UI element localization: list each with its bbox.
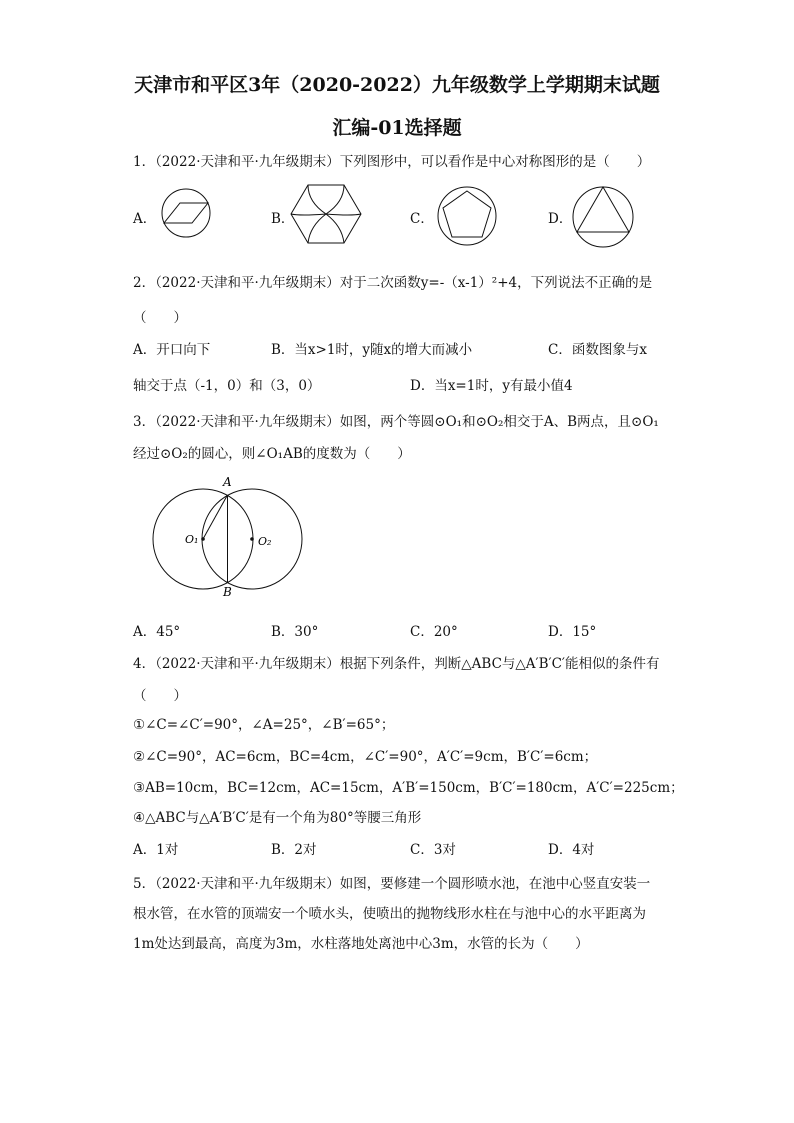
q3-option-a: A．45° [133,624,181,640]
q1-option-c: C． [410,211,434,227]
q2-option-a: A．开口向下 [133,342,211,358]
q5-line1: 5．（2022·天津和平·九年级期末）如图，要修建一个圆形喷水池，在池中心竖直安装一 [133,876,651,892]
q3-option-b: B．30° [271,624,319,640]
q2-option-b: B．当x>1时，y随x的增大而减小 [271,342,473,358]
q4-option-c: C．3对 [410,842,456,858]
q2-paren: （ ） [133,310,187,326]
q4-condition-3: ③AB=10cm，BC=12cm，AC=15cm，A′B′=150cm，B′C′=180cm，A′C′=225cm； [133,780,684,796]
q1-stem: 1．（2022·天津和平·九年级期末）下列图形中，可以看作是中心对称图形的是（ ） [133,154,651,170]
q4-paren: （ ） [133,688,187,704]
q4-condition-2: ②∠C=90°，AC=6cm，BC=4cm，∠C′=90°，A′C′=9cm，B′C′=6cm； [133,749,598,765]
q2-stem: 2．（2022·天津和平·九年级期末）对于二次函数y=-（x-1）²+4，下列说法不正确的是 [133,275,653,291]
q1-option-d: D． [548,211,573,227]
q4-option-a: A．1对 [133,842,179,858]
q3-option-c: C．20° [410,624,458,640]
q3-stem-line2: 经过⊙O₂的圆心，则∠O₁AB的度数为（ ） [133,446,411,462]
page-subtitle: 汇编-01选择题 [332,117,462,139]
q2-option-c-continued: 轴交于点（-1，0）和（3，0） [133,378,321,394]
q3-label-o2: O₂ [258,535,272,548]
q2-option-c: C．函数图象与x [548,342,647,358]
q2-option-d: D．当x=1时，y有最小值4 [410,378,573,394]
q4-option-d: D．4对 [548,842,595,858]
q1-option-a: A． [133,211,157,227]
q1-figure-c-pentagon-in-circle [432,185,502,247]
q4-option-b: B．2对 [271,842,317,858]
q3-label-b: B [223,585,232,599]
q4-condition-1: ①∠C=∠C′=90°，∠A=25°，∠B′=65°； [133,717,395,733]
q5-line3: 1m处达到最高，高度为3m，水柱落地处离池中心3m，水管的长为（ ） [133,936,589,952]
q1-figure-b-hexagon-with-arcs [290,182,362,246]
q3-label-o1: O₁ [185,533,199,546]
q4-condition-4: ④△ABC与△A′B′C′是有一个角为80°等腰三角形 [133,810,422,826]
q1-figure-d-triangle-in-circle [570,185,636,249]
q1-option-b: B． [271,211,295,227]
page-title: 天津市和平区3年（2020-2022）九年级数学上学期期末试题 [134,74,660,96]
q1-figure-a-parallelogram-in-circle [150,187,222,239]
q5-line2: 根水管，在水管的顶端安一个喷水头，使喷出的抛物线形水柱在与池中心的水平距离为 [133,906,646,922]
q4-stem: 4．（2022·天津和平·九年级期末）根据下列条件，判断△ABC与△A′B′C′能相似的条件有 [133,656,660,672]
q3-label-a: A [223,475,232,489]
q3-option-d: D．15° [548,624,597,640]
q3-stem-line1: 3．（2022·天津和平·九年级期末）如图，两个等圆⊙O₁和⊙O₂相交于A、B两点，且⊙O₁ [133,414,659,430]
q3-figure-two-circles [148,472,308,602]
